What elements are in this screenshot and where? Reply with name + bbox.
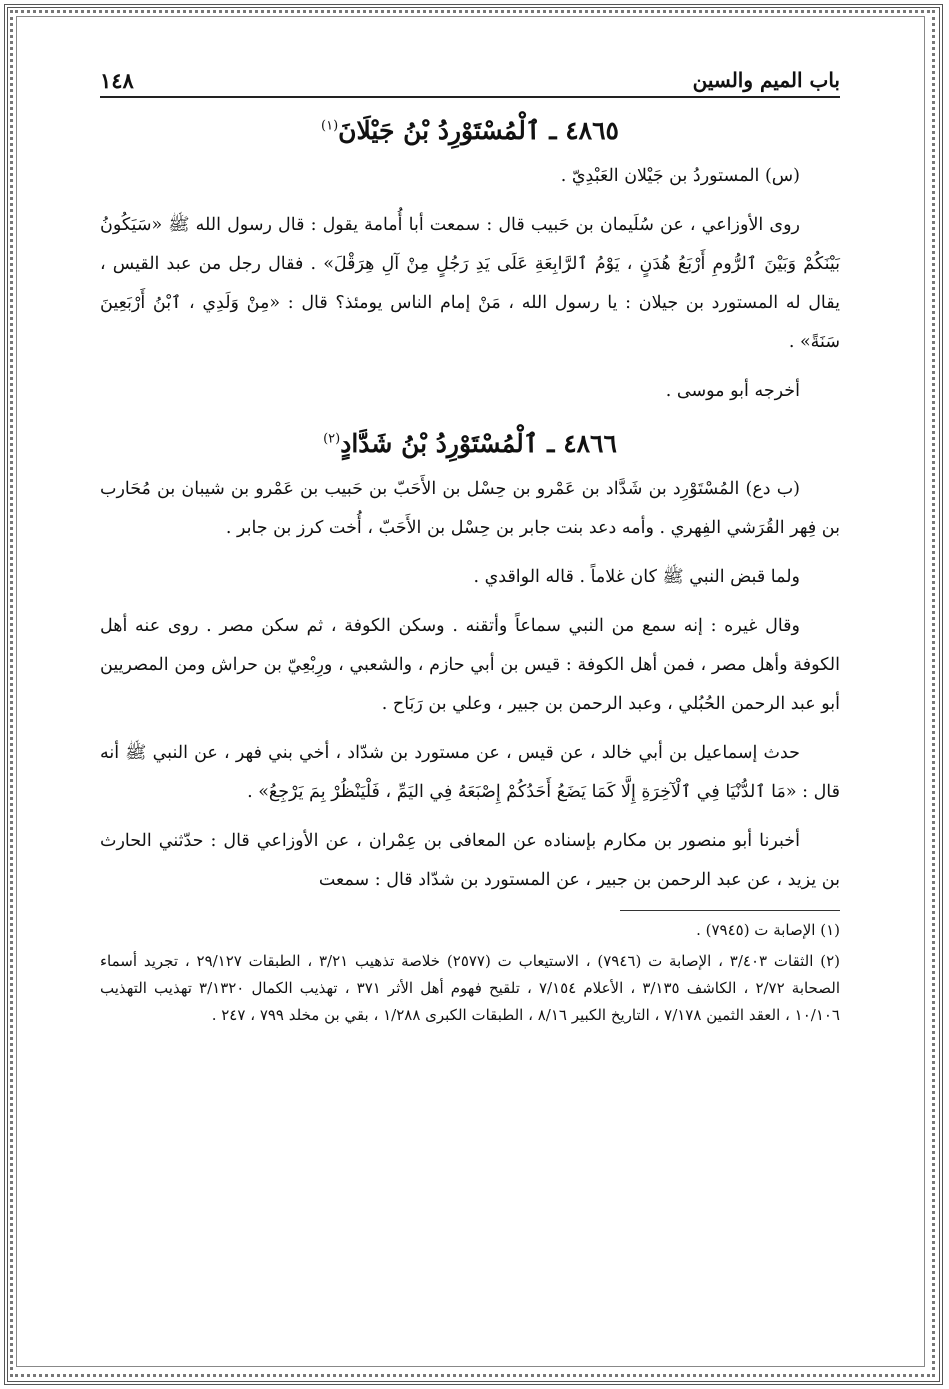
entry-4865-paragraph: روى الأوزاعي ، عن سُلَيمان بن حَبيب قال : سمعت أبا أُمامة يقول : قال رسول الله ﷺ «سَيَكُونُ بَيْنَكُمْ وَبَيْنَ ٱلرُّومِ أَرْبَعُ هُدَنٍ ، يَوْمُ ٱلرَّابِعَةِ عَلَى يَدِ رَجُلٍ مِنْ آلِ هِرَقْلَ» . فقال رجل من عبد القيس ، يقال له المستورد بن جيلان : يا رسول الله ، مَنْ إمام الناس يومئذ؟ قال : «مِنْ وَلَدِي ، ٱبْنُ أَرْبَعِينَ سَنَةً» . <box>100 215 840 352</box>
entry-4865-paragraph: (س) المستوردُ بن جَيْلان العَبْدِيّ . <box>560 166 800 186</box>
footnote-marker: (٢) <box>323 431 341 447</box>
footnote: (٢) الثقات ٣/٤٠٣ ، الإصابة ت (٧٩٤٦) ، الاستيعاب ت (٢٥٧٧) خلاصة تذهيب ٣/٢١ ، الطبقات ٢٩/١٢٧ ، تجريد أسماء الصحابة ٢/٧٢ ، الكاشف ٣/١٣٥ ، الأعلام ٧/١٥٤ ، تلقيح فهوم أهل الأثر ٣٧١ ، تهذيب الكمال ٣/١٣٢٠ تهذيب التهذيب ١٠/١٠٦ ، العقد الثمين ٧/١٧٨ ، التاريخ الكبير ٨/١٦ ، الطبقات الكبرى ١/٢٨٨ ، بقي بن مخلد ٧٩٩ ، ٢٤٧ . <box>100 952 841 1024</box>
page-content <box>100 60 840 1340</box>
page-number: ١٤٨ <box>100 68 134 93</box>
entry-4866-paragraph: أخبرنا أبو منصور بن مكارم بإسناده عن المعافى بن عِمْران ، عن الأوزاعي قال : حدّثني الحارث بن يزيد ، عن عبد الرحمن بن جبير ، عن المستورد بن شدّاد قال : سمعت <box>100 831 840 890</box>
entry-title-4865 <box>100 116 840 145</box>
section-title: باب الميم والسين <box>692 68 840 92</box>
entry-4866-paragraph: (ب دع) المُسْتَوْرِد بن شَدَّاد بن عَمْرو بن حِسْل بن الأَحَبّ بن حَبيب بن عَمْرو بن شيبان بن مُحَارب بن فِهر القُرَشي الفِهري . وأمه دعد بنت جابر بن حِسْل بن الأَحَبّ ، أُخت كرز بن جابر . <box>100 479 840 538</box>
entry-4865-paragraph: أخرجه أبو موسى . <box>665 381 800 401</box>
entry-4866-paragraph: وقال غيره : إنه سمع من النبي سماعاً وأتقنه . وسكن الكوفة ، ثم سكن مصر . روى عنه أهل الكوفة وأهل مصر ، فمن أهل الكوفة : قيس بن أبي حازم ، والشعبي ، ورِبْعِيّ بن حراش ومن المصريين أبو عبد الرحمن الحُبُلي ، وعبد الرحمن بن جبير ، وعلي بن رَبَاح . <box>100 616 840 714</box>
entry-title-text: ٤٨٦٥ ـ ٱلْمُسْتَوْرِدُ بْنُ جَيْلَانَ <box>338 116 619 145</box>
footnote: (١) الإصابة ت (٧٩٤٥) . <box>696 921 840 939</box>
footnote-divider <box>620 910 840 911</box>
entry-title-4866 <box>100 429 840 458</box>
footnote-marker: (١) <box>321 118 339 134</box>
entry-4866-paragraph: حدث إسماعيل بن أبي خالد ، عن قيس ، عن مستورد بن شدّاد ، أخي بني فهر ، عن النبي ﷺ أنه قال : «مَا ٱلدُّنْيَا فِي ٱلْآخِرَةِ إِلَّا كَمَا يَضَعُ أَحَدُكُمْ إِصْبَعَهُ فِي اليَمِّ ، فَلْيَنْظُرْ بِمَ يَرْجِعُ» . <box>100 743 840 802</box>
entry-4866-paragraph: ولما قبض النبي ﷺ كان غلاماً . قاله الواقدي . <box>473 567 800 587</box>
running-header <box>100 60 840 98</box>
entry-title-text: ٤٨٦٦ ـ ٱلْمُسْتَوْرِدُ بْنُ شَدَّادٍ <box>340 429 617 458</box>
